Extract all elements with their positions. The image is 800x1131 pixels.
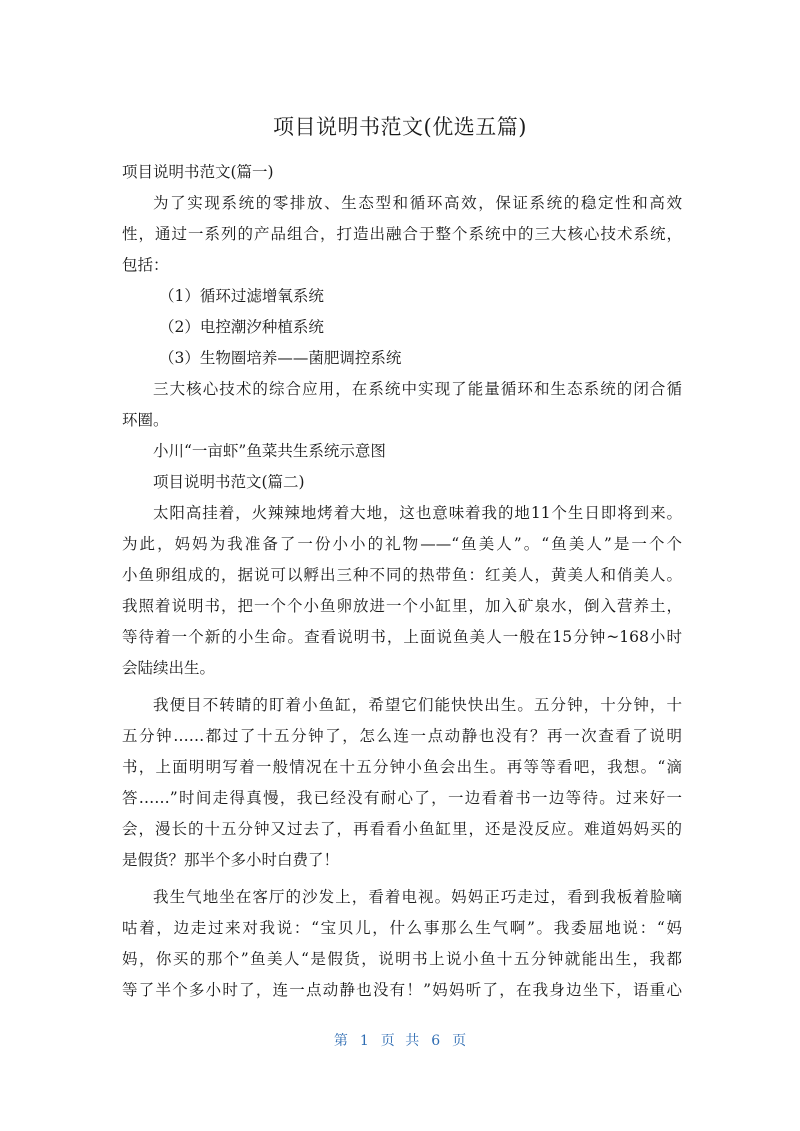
- list-item: （2）电控潮汐种植系统: [159, 318, 324, 336]
- paragraph-line: 为了实现系统的零排放、生态型和循环高效，保证系统的稳定性和高效: [153, 194, 682, 212]
- paragraph-line: 三大核心技术的综合应用，在系统中实现了能量循环和生态系统的闭合循: [153, 380, 682, 398]
- paragraph-line: 五分钟……都过了十五分钟了，怎么连一点动静也没有？再一次查看了说明: [122, 727, 682, 745]
- paragraph-line: 性，通过一系列的产品组合，打造出融合于整个系统中的三大核心技术系统，: [122, 225, 682, 243]
- paragraph-line: 书，上面明明写着一般情况在十五分钟小鱼会出生。再等等看吧，我想。“滴: [122, 758, 682, 776]
- paragraph-line: 答……”时间走得真慢，我已经没有耐心了，一边看着书一边等待。过来好一: [122, 789, 682, 807]
- section-heading-2: 项目说明书范文(篇二): [153, 473, 305, 491]
- list-item: （1）循环过滤增氧系统: [159, 287, 324, 305]
- paragraph-line: 我生气地坐在客厅的沙发上，看着电视。妈妈正巧走过，看到我板着脸嘀: [153, 888, 682, 906]
- page-number-current: 1: [359, 1033, 369, 1049]
- section-heading-1: 项目说明书范文(篇一): [122, 163, 274, 181]
- paragraph-line: 会陆续出生。: [122, 659, 216, 677]
- document-title: 项目说明书范文(优选五篇): [273, 115, 527, 139]
- page-label-mid: 页 共: [380, 1033, 420, 1049]
- paragraph-line: 等待着一个新的小生命。查看说明书，上面说鱼美人一般在15分钟~168小时: [122, 628, 682, 646]
- paragraph-line: 太阳高挂着，火辣辣地烤着大地，这也意味着我的地11个生日即将到来。: [153, 504, 682, 522]
- paragraph-line: 小鱼卵组成的，据说可以孵出三种不同的热带鱼：红美人，黄美人和俏美人。: [122, 566, 682, 584]
- page-number-total: 6: [431, 1033, 441, 1049]
- paragraph-line: 等了半个多小时了，连一点动静也没有！”妈妈听了，在我身边坐下，语重心: [122, 981, 682, 999]
- figure-caption: 小川“一亩虾”鱼菜共生系统示意图: [153, 442, 386, 460]
- paragraph-line: 咕着，边走过来对我说：“宝贝儿，什么事那么生气啊”。我委屈地说：“妈: [122, 919, 682, 937]
- paragraph-line: 妈，你买的那个”鱼美人“是假货，说明书上说小鱼十五分钟就能出生，我都: [122, 950, 682, 968]
- paragraph-line: 为此，妈妈为我准备了一份小小的礼物——“鱼美人”。“鱼美人”是一个个: [122, 535, 682, 553]
- paragraph-line: 包括：: [122, 256, 169, 274]
- paragraph-line: 是假货？那半个多小时白费了！: [122, 851, 340, 869]
- page-label-end: 页: [452, 1033, 467, 1049]
- paragraph-line: 会，漫长的十五分钟又过去了，再看看小鱼缸里，还是没反应。难道妈妈买的: [122, 820, 682, 838]
- paragraph-line: 我照着说明书，把一个个小鱼卵放进一个小缸里，加入矿泉水，倒入营养土，: [122, 597, 682, 615]
- document-body: [122, 157, 682, 1006]
- page-footer: [0, 1031, 800, 1051]
- paragraph-line: 环圈。: [122, 411, 169, 429]
- list-item: （3）生物圈培养——菌肥调控系统: [159, 349, 402, 367]
- page-label-start: 第: [333, 1033, 348, 1049]
- paragraph-line: 我便目不转睛的盯着小鱼缸，希望它们能快快出生。五分钟，十分钟，十: [153, 696, 682, 714]
